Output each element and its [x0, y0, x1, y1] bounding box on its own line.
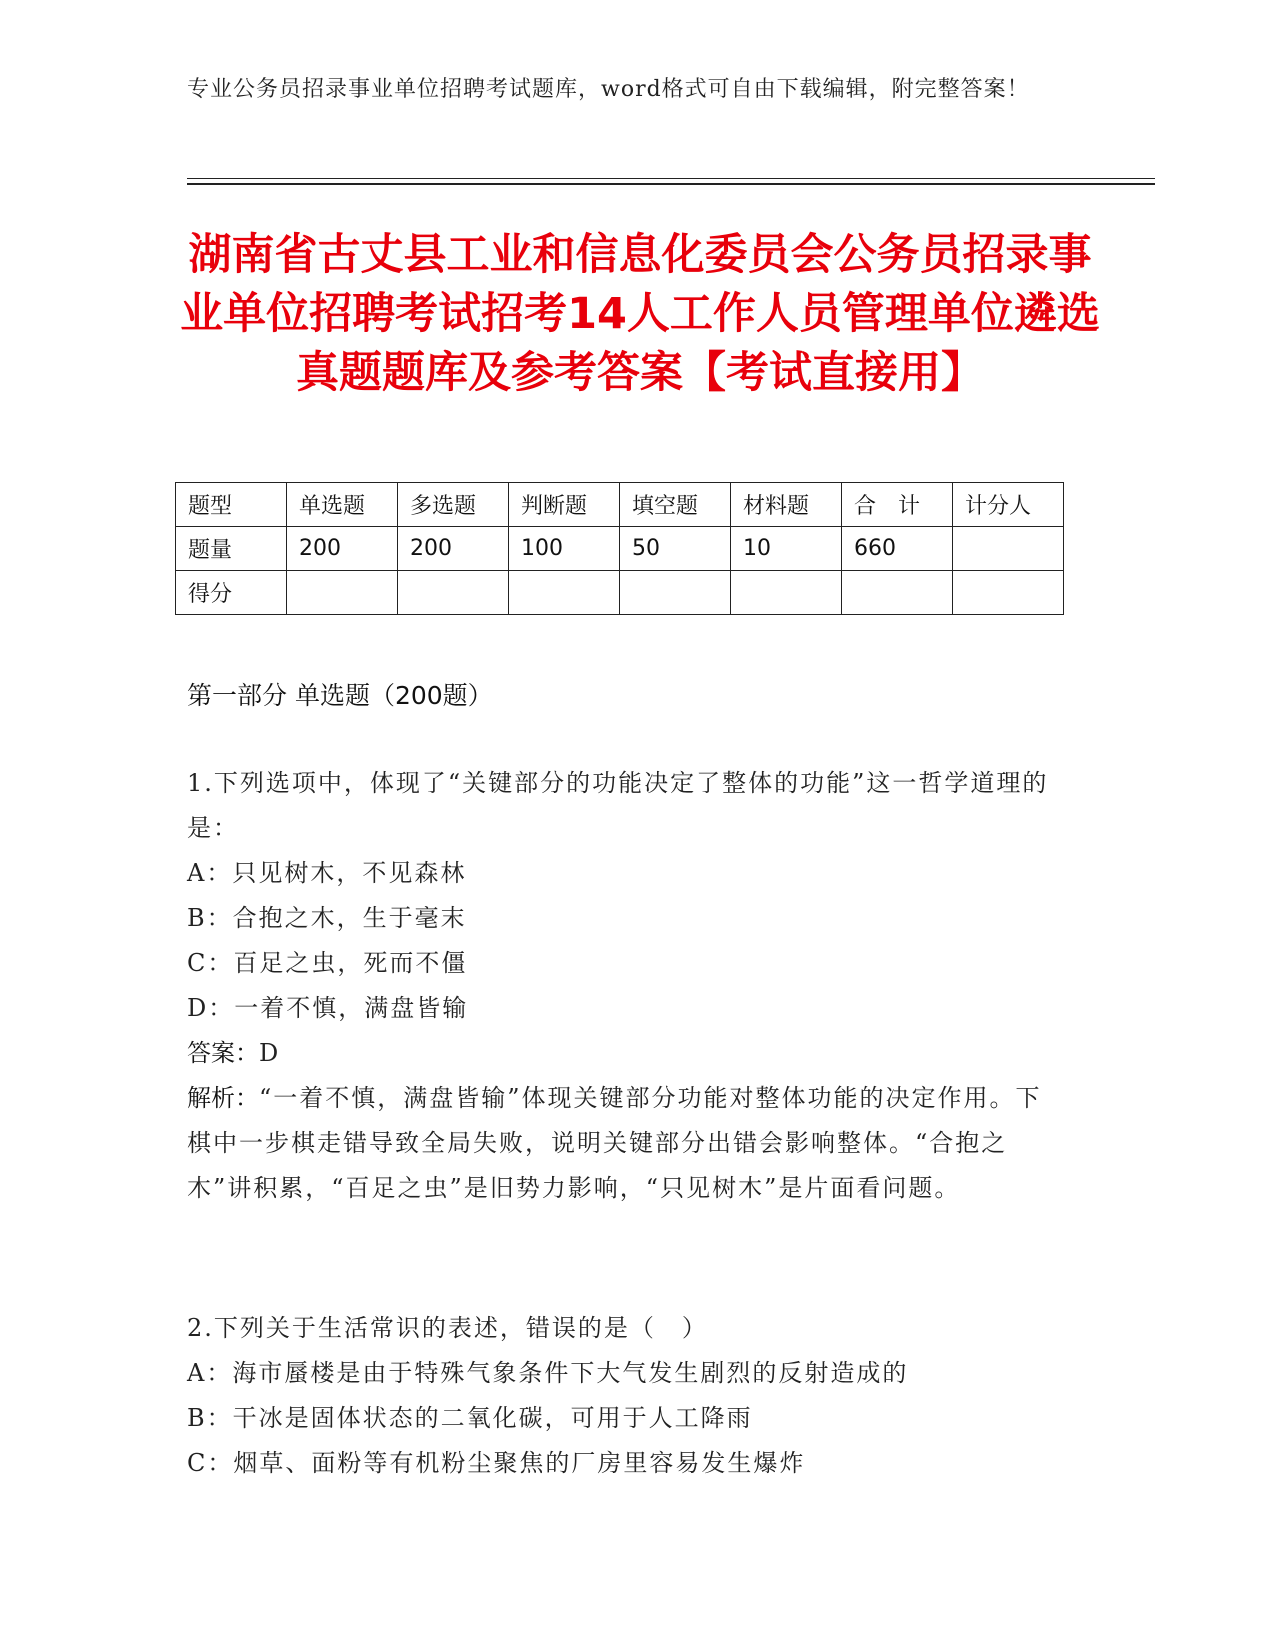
table-cell — [953, 571, 1064, 615]
table-cell — [953, 527, 1064, 571]
header-note: 专业公务员招录事业单位招聘考试题库，word格式可自由下载编辑，附完整答案！ — [187, 77, 1030, 102]
table-cell — [842, 571, 953, 615]
analysis-label: 解析： — [187, 1084, 259, 1112]
document-title: 湖南省古丈县工业和信息化委员会公务员招录事业单位招聘考试招考14人工作人员管理单位遴选真题题库及参考答案【考试直接用】 — [180, 230, 1100, 398]
table-cell: 题型 — [176, 483, 287, 527]
question-1 — [187, 761, 1067, 1211]
analysis-paragraph — [187, 1076, 1067, 1211]
table-cell: 10 — [731, 527, 842, 571]
answer-label: 答案： — [187, 1039, 259, 1067]
question-stem: 2.下列关于生活常识的表述，错误的是（ ） — [187, 1314, 708, 1342]
question-stem: 1.下列选项中，体现了“关键部分的功能决定了整体的功能”这一哲学道理的是： — [187, 769, 1049, 842]
table-cell — [287, 571, 398, 615]
table-cell: 判断题 — [509, 483, 620, 527]
table-cell: 材料题 — [731, 483, 842, 527]
score-table — [175, 482, 1064, 615]
question-option: C：百足之虫，死而不僵 — [187, 949, 468, 977]
table-cell — [398, 571, 509, 615]
table-cell: 多选题 — [398, 483, 509, 527]
question-option: D：一着不慎，满盘皆输 — [187, 994, 469, 1022]
header-rule-thick — [187, 183, 1155, 185]
table-cell — [620, 571, 731, 615]
question-option: B：干冰是固体状态的二氧化碳，可用于人工降雨 — [187, 1404, 753, 1432]
answer-line — [187, 1031, 1067, 1076]
header-rule-thin — [187, 178, 1155, 179]
question-option: A：海市蜃楼是由于特殊气象条件下大气发生剧烈的反射造成的 — [187, 1359, 909, 1387]
table-cell: 填空题 — [620, 483, 731, 527]
table-row-headers — [176, 483, 1064, 527]
section-heading: 第一部分 单选题（200题） — [187, 681, 493, 710]
table-cell: 得分 — [176, 571, 287, 615]
question-2 — [187, 1306, 1067, 1486]
answer-value: D — [259, 1039, 281, 1067]
table-cell: 100 — [509, 527, 620, 571]
question-option: A：只见树木，不见森林 — [187, 859, 467, 887]
table-row-count — [176, 527, 1064, 571]
table-row-score — [176, 571, 1064, 615]
table-cell: 合 计 — [842, 483, 953, 527]
table-cell: 单选题 — [287, 483, 398, 527]
table-cell: 660 — [842, 527, 953, 571]
table-cell: 200 — [398, 527, 509, 571]
table-cell: 题量 — [176, 527, 287, 571]
question-option: C：烟草、面粉等有机粉尘聚焦的厂房里容易发生爆炸 — [187, 1449, 806, 1477]
table-cell: 50 — [620, 527, 731, 571]
table-cell: 计分人 — [953, 483, 1064, 527]
question-option: B：合抱之木，生于毫末 — [187, 904, 467, 932]
table-cell — [509, 571, 620, 615]
table-cell: 200 — [287, 527, 398, 571]
analysis-text: “一着不慎，满盘皆输”体现关键部分功能对整体功能的决定作用。下棋中一步棋走错导致全局失败，说明关键部分出错会影响整体。“合抱之木”讲积累，“百足之虫”是旧势力影响，“只见树木”是片面看问题。 — [187, 1084, 1042, 1202]
table-cell — [731, 571, 842, 615]
